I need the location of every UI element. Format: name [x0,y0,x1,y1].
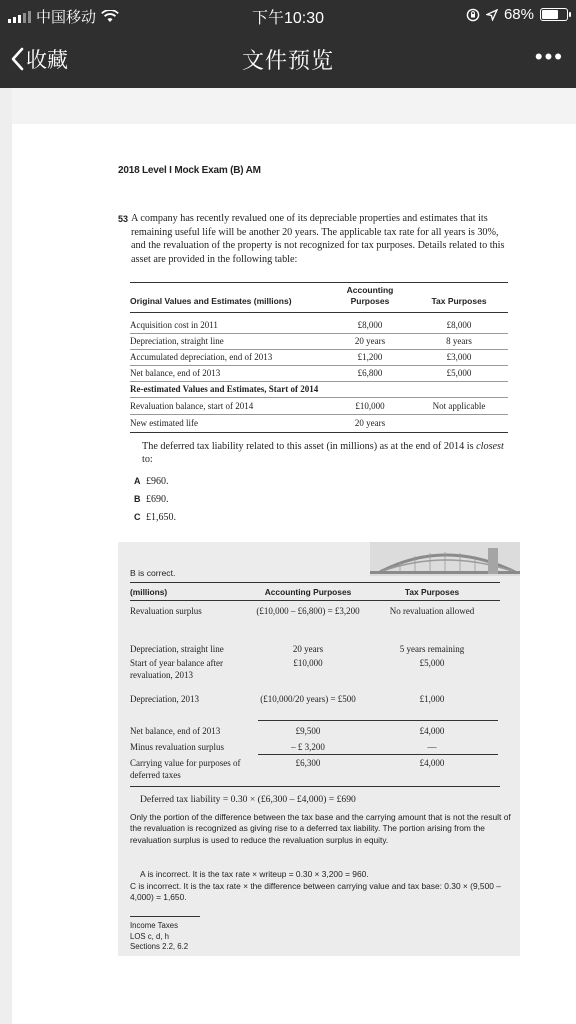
table-row: Revaluation balance, start of 2014 £10,000 Not applicable [130,401,486,411]
question-stem: The deferred tax liability related to this asset (in millions) as at the end of 2014 is closest to: [142,441,504,465]
document-viewer[interactable] [12,88,576,1024]
dtl-formula: Deferred tax liability = 0.30 × (£6,300 – £4,000) = £690 [140,794,356,805]
table-row: Net balance, end of 2013 £6,800 £5,000 [130,368,472,378]
note-c: C is incorrect. It is the tax rate × the difference between carrying value and tax base: 0.30 × (9,500 – 4,000) = 1,650. [130,881,501,903]
table-row: Acquisition cost in 2011 £8,000 £8,000 [130,320,472,330]
battery-fill [542,10,558,19]
more-icon[interactable]: ••• [534,44,564,69]
battery-icon [540,8,568,21]
table-header-row [130,286,508,312]
table-row: New estimated life 20 years [130,418,386,428]
page-gap [12,88,576,124]
document-header: 2018 Level I Mock Exam (B) AM [118,165,261,176]
location-icon [486,9,498,21]
answer-verdict: B is correct. [130,568,176,578]
nav-bar [0,30,576,88]
question-text: A company has recently revalued one of its depreciable properties and estimates that its remaining useful life will be another 20 years. The applicable tax rate for all years is 30%, and the revaluation of the property is not recognized for tax purposes. Details related to this asset are provided in the following table: [131,213,505,265]
table-row: Depreciation, straight line 20 years 8 years [130,336,472,346]
col-header: Accounting Purposes [346,285,394,306]
table-row: Accumulated depreciation, end of 2013 £1,200 £3,000 [130,352,472,362]
col-header: Original Values and Estimates (millions) [130,296,292,306]
document-page [100,132,576,1024]
references: Income Taxes LOS c, d, h Sections 2.2, 6.2 [130,921,189,951]
bridge-illustration [370,542,520,576]
orientation-lock-icon [466,8,480,22]
choice-b: B £690. [134,494,169,505]
page-title: 文件预览 [241,48,334,73]
status-bar [0,0,576,30]
status-right [466,6,568,23]
question-number: 53 [118,214,129,224]
carrier-label: 中国移动 [36,9,97,26]
answer-explanation: Only the portion of the difference between the tax base and the carrying amount that is not the result of the revaluation is recognized as giving rise to a deferred tax liability. The portion arising from the revaluation surplus is used to reduce the revaluation surplus in equity. [130,812,511,845]
answer-panel: B is correct. (millions) Accounting Purposes Tax Purposes Revaluation surplus (£10,000 – £6,800) = £3,200 No revaluation allowed Depreciation, straight line 20 years 5 years remaining Start of year balance after revaluation, 2013 £10,000 £5,000 Depreciation, 2013 (£10,000/20 years) = £500 £1,000 Net balance, end of 2013 £9,500 £4,000 Minus revaluation surplus – £ 3,200 — Carrying value for purposes of deferred taxes £6,300 £4,000 Deferred tax liability = 0.30 × (£6,300 – £4,000) = £690 Only the portion of the difference between the tax base and the carrying amount that is not the result of the revaluation is recognized as giving rise to a deferred tax liability. The portion arising from the revaluation surplus is used to reduce the revaluation surplus in equity. A is incorrect. It is the tax rate × writeup = 0.30 × 3,200 = 960. C is incorrect. It is the tax rate × the difference between carrying value and tax base: 0.30 × (9,500 – 4,000) = 1,650. Income Taxes LOS c, d, h Sections 2.2, 6.2 [118,542,520,956]
status-time: 下午10:30 [251,10,325,27]
col-header: Tax Purposes [431,296,487,306]
choice-c: C £1,650. [134,512,176,523]
table-section-header: Re-estimated Values and Estimates, Start of 2014 [130,384,319,394]
battery-percent: 68% [503,6,534,23]
note-a: A is incorrect. It is the tax rate × writeup = 0.30 × 3,200 = 960. [140,869,369,879]
choice-a: A £960. [134,476,169,487]
back-label: 收藏 [26,49,68,72]
